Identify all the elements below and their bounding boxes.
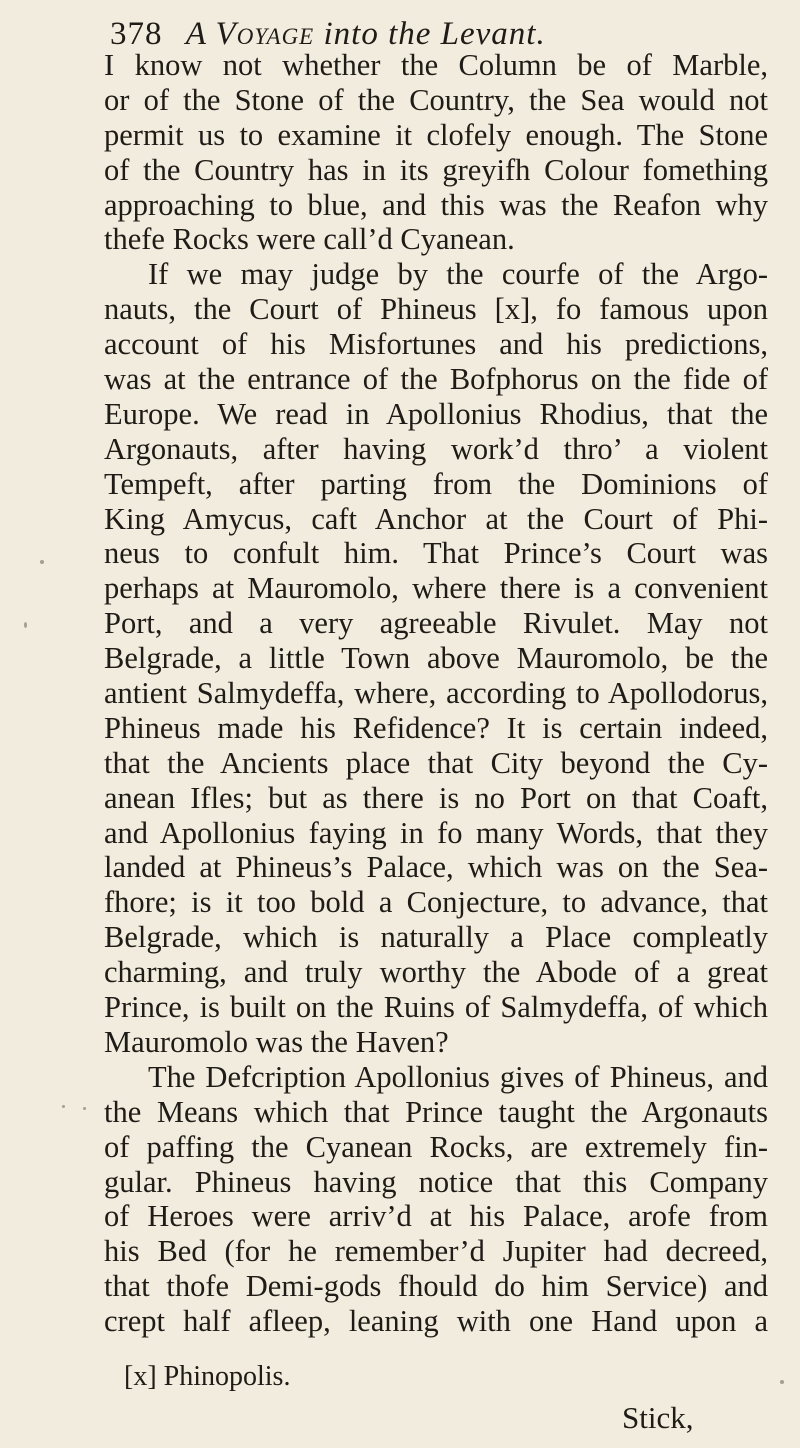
text-line: Europe. We read in Apollonius Rhodius, that the xyxy=(104,396,768,431)
ink-speck xyxy=(40,560,44,564)
text-line: Belgrade, which is naturally a Place compleatly xyxy=(104,920,768,955)
text-line: King Amycus, caft Anchor at the Court of Phi- xyxy=(104,501,768,536)
text-line: fhore; is it too bold a Conjecture, to advance, that xyxy=(104,885,768,920)
text-line: that the Ancients place that City beyond the Cy- xyxy=(104,745,768,780)
text-line: permit us to examine it clofely enough. The Stone xyxy=(104,117,768,152)
text-line: Prince, is built on the Ruins of Salmydeffa, of which xyxy=(104,990,768,1025)
text-line: account of his Misfortunes and his predictions, xyxy=(104,327,768,362)
ink-speck xyxy=(24,622,27,628)
text-line: of paffing the Cyanean Rocks, are extremely fin- xyxy=(104,1129,768,1164)
text-line: nauts, the Court of Phineus [x], fo famous upon xyxy=(104,292,768,327)
footnote: [x] Phinopolis. xyxy=(124,1361,291,1392)
text-line: and Apollonius faying in fo many Words, that they xyxy=(104,815,768,850)
text-line: approaching to blue, and this was the Reafon why xyxy=(104,187,768,222)
running-title-main: A Voyage xyxy=(185,16,315,52)
text-line: landed at Phineus’s Palace, which was on the Sea- xyxy=(104,850,768,885)
body-text xyxy=(104,48,768,1339)
running-title-rest: into the Levant. xyxy=(323,16,546,52)
text-line: Belgrade, a little Town above Mauromolo, be the xyxy=(104,641,768,676)
text-line: Tempeft, after parting from the Dominions of xyxy=(104,466,768,501)
text-line: perhaps at Mauromolo, where there is a convenient xyxy=(104,571,768,606)
text-line: Argonauts, after having work’d thro’ a violent xyxy=(104,431,768,466)
text-line: anean Ifles; but as there is no Port on that Coaft, xyxy=(104,780,768,815)
text-line: was at the entrance of the Bofphorus on the fide of xyxy=(104,362,768,397)
text-line: neus to confult him. That Prince’s Court was xyxy=(104,536,768,571)
text-line: his Bed (for he remember’d Jupiter had decreed, xyxy=(104,1234,768,1269)
text-line: or of the Stone of the Country, the Sea would not xyxy=(104,82,768,117)
ink-speck xyxy=(62,1105,65,1108)
text-line: the Means which that Prince taught the Argonauts xyxy=(104,1094,768,1129)
text-line: crept half afleep, leaning with one Hand upon a xyxy=(104,1304,768,1339)
text-line: I know not whether the Column be of Marble, xyxy=(104,48,768,82)
text-line: Phineus made his Refidence? It is certain indeed, xyxy=(104,710,768,745)
text-line: Port, and a very agreeable Rivulet. May not xyxy=(104,606,768,641)
text-line: gular. Phineus having notice that this Company xyxy=(104,1164,768,1199)
text-line: The Defcription Apollonius gives of Phineus, and xyxy=(148,1059,768,1094)
text-line: that thofe Demi-gods fhould do him Service) and xyxy=(104,1269,768,1304)
ink-speck xyxy=(780,1380,784,1384)
text-line: of Heroes were arriv’d at his Palace, arofe from xyxy=(104,1199,768,1234)
page-number: 378 xyxy=(110,16,163,52)
ink-speck xyxy=(83,1107,86,1110)
text-line: If we may judge by the courfe of the Argo- xyxy=(148,257,768,292)
text-line: Mauromolo was the Haven? xyxy=(104,1024,449,1059)
text-line: charming, and truly worthy the Abode of a great xyxy=(104,955,768,990)
catchword: Stick, xyxy=(622,1400,694,1435)
text-line: antient Salmydeffa, where, according to Apollodorus, xyxy=(104,676,768,711)
text-line: of the Country has in its greyifh Colour fomething xyxy=(104,152,768,187)
text-line: thefe Rocks were call’d Cyanean. xyxy=(104,222,515,257)
